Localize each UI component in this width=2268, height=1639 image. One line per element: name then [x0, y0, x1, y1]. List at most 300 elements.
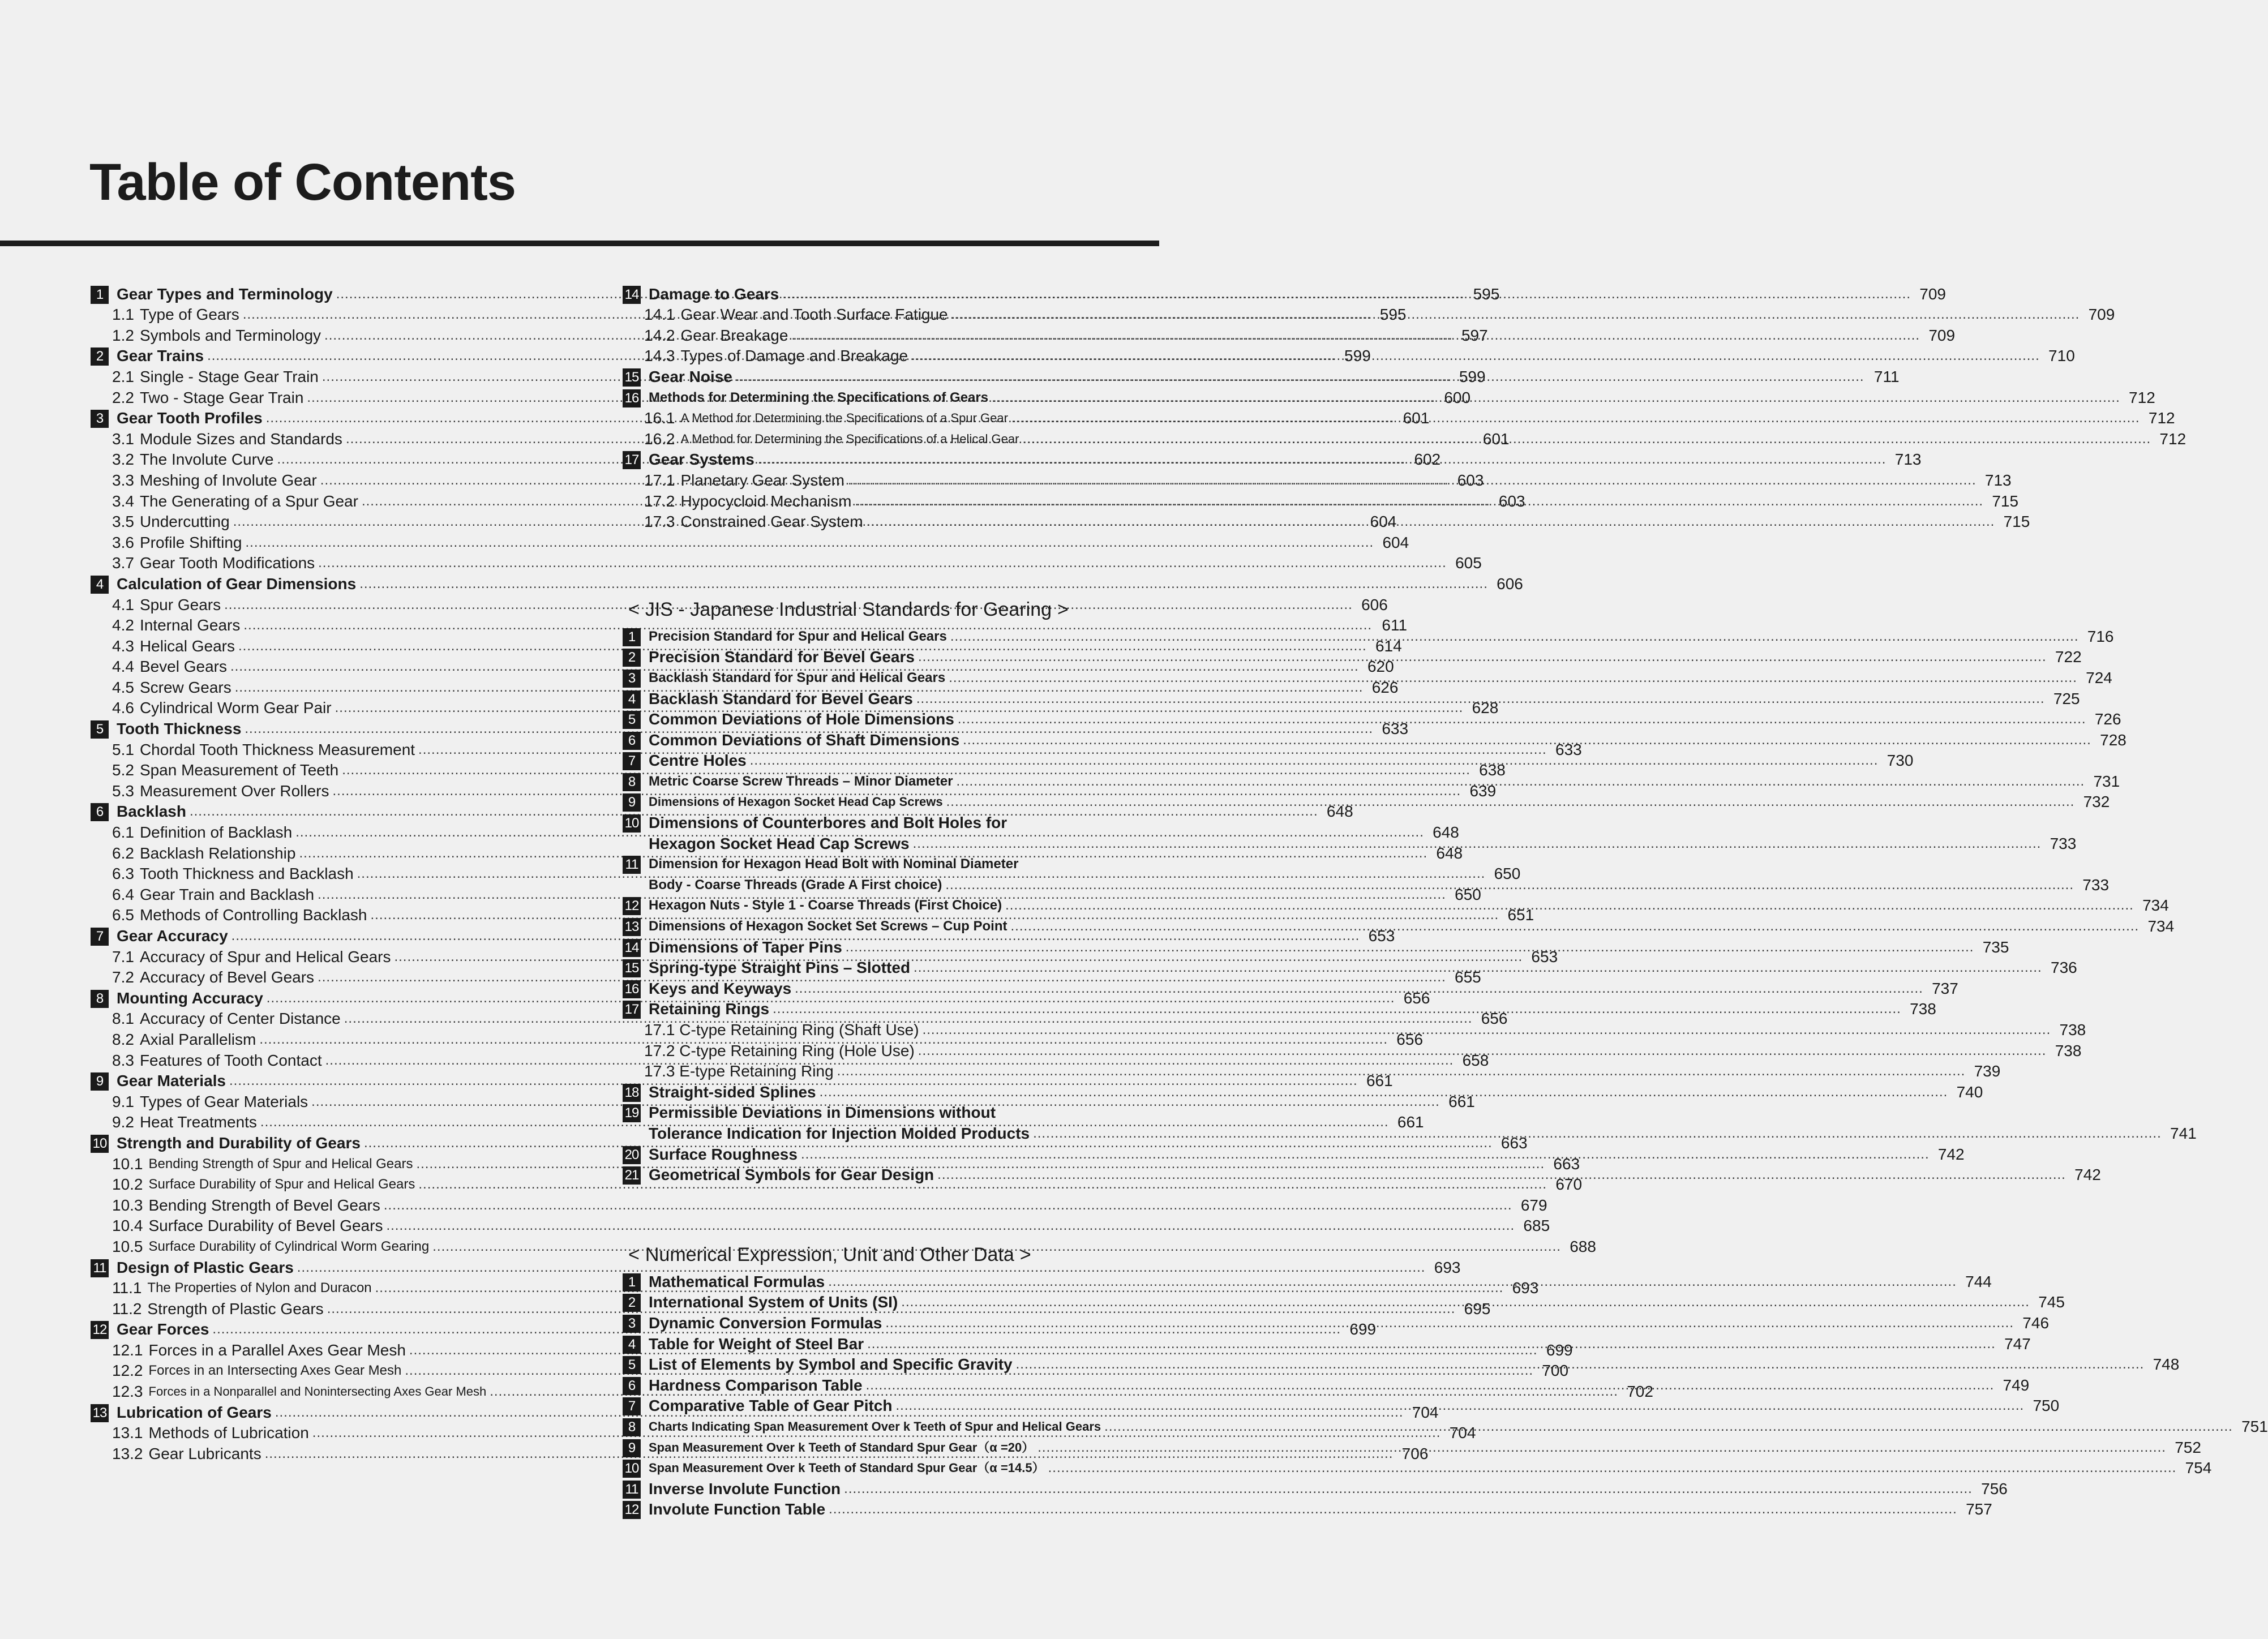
page-number: 713	[1984, 471, 2012, 489]
entry-title: Gear Accuracy	[117, 927, 228, 945]
section-number: 10.2	[112, 1175, 143, 1194]
dot-leader	[950, 627, 2079, 646]
page-number: 611	[1382, 616, 1408, 634]
entry-title: 17.2 C-type Retaining Ring (Hole Use)	[644, 1041, 915, 1059]
page-number: 651	[1507, 906, 1534, 924]
section-number: 1.2	[112, 326, 134, 344]
dot-leader	[1010, 917, 2139, 936]
section-number: 3.3	[112, 471, 134, 489]
entry-title: Backlash	[117, 803, 186, 821]
dot-leader	[1048, 1458, 2177, 1478]
page-number: 661	[1366, 1072, 1393, 1090]
entry-title: Centre Holes	[649, 752, 747, 770]
page-number: 693	[1434, 1258, 1461, 1276]
chapter-number-badge: 11	[623, 1481, 641, 1499]
entry-title: Types of Damage and Breakage	[680, 347, 908, 365]
entry-title: Dynamic Conversion Formulas	[649, 1314, 882, 1332]
toc-entry[interactable]	[91, 552, 1482, 573]
dot-leader	[820, 1083, 1948, 1102]
entry-title: Accuracy of Spur and Helical Gears	[139, 947, 391, 966]
section-number: 4.2	[112, 616, 134, 634]
dot-leader	[957, 772, 2085, 791]
page-number: 679	[1520, 1196, 1547, 1214]
chapter-number-badge: 2	[623, 649, 641, 667]
chapter-number-badge: 12	[91, 1321, 109, 1339]
page-number: 663	[1500, 1134, 1528, 1152]
entry-title: The Involute Curve	[139, 450, 274, 469]
entry-title: Gear Tooth Profiles	[117, 409, 263, 427]
page-number: 742	[2074, 1166, 2101, 1184]
page-number: 710	[2048, 347, 2075, 365]
dot-leader	[773, 999, 1901, 1019]
dot-leader	[867, 512, 1995, 531]
section-number: 3.4	[112, 492, 134, 510]
title-rule	[0, 241, 1159, 246]
page-number: 715	[1992, 492, 2019, 510]
page-number: 633	[1382, 720, 1409, 738]
section-number: 14.2	[644, 326, 675, 344]
entry-title: Gear Tooth Modifications	[139, 554, 315, 572]
entry-title: Strength and Durability of Gears	[117, 1134, 361, 1152]
dot-leader	[855, 492, 1983, 511]
numerical-heading-text: Numerical Expression, Unit and Other Data	[645, 1243, 1014, 1265]
entry-title: Measurement Over Rollers	[139, 782, 329, 800]
entry-title: Inverse Involute Function	[649, 1479, 841, 1498]
toc-entry[interactable]	[623, 1478, 2008, 1499]
entry-title: Backlash Standard for Bevel Gears	[649, 689, 913, 707]
entry-title: Hardness Comparison Table	[649, 1376, 863, 1394]
entry-title: Accuracy of Center Distance	[139, 1010, 341, 1028]
dot-leader	[1011, 409, 2140, 428]
entry-title: Comparative Table of Gear Pitch	[649, 1397, 893, 1415]
section-number: 3.6	[112, 533, 134, 551]
page-number: 704	[1412, 1403, 1439, 1421]
numerical-heading	[623, 1239, 1099, 1271]
dot-leader	[951, 305, 2080, 324]
section-number: 10.5	[112, 1237, 143, 1255]
page-number: 738	[1910, 1000, 1936, 1018]
chapter-number-badge: 15	[623, 368, 641, 387]
chapter-number-badge: 9	[623, 793, 641, 812]
dot-leader	[1022, 430, 2151, 449]
entry-title: International System of Units (SI)	[649, 1293, 898, 1311]
entry-title: Tolerance Indication for Injection Molded Products	[649, 1124, 1030, 1142]
entry-title: Damage to Gears	[649, 285, 779, 303]
chapter-number-badge: 12	[623, 897, 641, 915]
chapter-number-badge: 18	[623, 1084, 641, 1102]
jis-heading-close: >	[1057, 598, 1069, 620]
entry-title: Metric Coarse Screw Threads – Minor Diameter	[649, 773, 953, 789]
entry-title: Gear Trains	[117, 347, 204, 365]
entry-title: Features of Tooth Contact	[139, 1051, 322, 1069]
page-number: 754	[2185, 1459, 2212, 1477]
entry-title: A Method for Determining the Specifications of a Helical Gear	[680, 431, 1019, 446]
chapter-number-badge: 15	[623, 959, 641, 977]
toc-entry[interactable]	[623, 1102, 1099, 1123]
chapter-number-badge: 5	[91, 720, 109, 739]
page-number: 713	[1894, 450, 1922, 469]
chapter-number-badge: 9	[91, 1072, 109, 1091]
dot-leader	[844, 1479, 1973, 1499]
page-number: 656	[1403, 989, 1430, 1007]
dot-leader	[867, 1335, 1996, 1354]
toc-entry[interactable]	[91, 1256, 1461, 1277]
entry-title: Table for Weight of Steel Bar	[649, 1335, 864, 1353]
page-number: 597	[1461, 326, 1488, 344]
page-number: 734	[2142, 896, 2169, 915]
page-number: 738	[2059, 1021, 2086, 1039]
entry-title: Retaining Rings	[649, 1000, 770, 1018]
entry-title: Methods for Determining the Specifications of Gears	[649, 389, 989, 405]
page-number: 724	[2086, 668, 2112, 687]
entry-title: Dimensions of Hexagon Socket Head Cap Screws	[649, 795, 943, 809]
chapter-number-badge: 11	[623, 856, 641, 874]
page-number: 604	[1382, 533, 1409, 551]
page-number: 747	[2004, 1335, 2031, 1353]
page-number: 750	[2033, 1397, 2060, 1415]
entry-title: Bending Strength of Spur and Helical Gears	[148, 1156, 413, 1172]
entry-title: Tooth Thickness	[117, 720, 242, 738]
chapter-number-badge: 17	[623, 451, 641, 469]
section-number: 10.3	[112, 1196, 143, 1214]
toc-entry[interactable]	[623, 1457, 2212, 1478]
chapter-number-badge: 3	[91, 410, 109, 428]
page-number: 711	[1873, 367, 1900, 385]
page-number: 600	[1444, 388, 1471, 406]
entry-title: List of Elements by Symbol and Specific Gravity	[649, 1355, 1013, 1374]
page-number: 704	[1449, 1424, 1476, 1442]
dot-leader	[914, 958, 2042, 977]
chapter-number-badge: 2	[91, 347, 109, 366]
entry-title: Surface Durability of Bevel Gears	[148, 1217, 383, 1235]
page-number: 739	[1974, 1062, 2001, 1080]
entry-title: Gear Lubricants	[148, 1444, 261, 1462]
entry-title: Backlash Relationship	[139, 844, 296, 862]
page-number: 730	[1887, 752, 1914, 770]
dot-leader	[1033, 1124, 2162, 1143]
section-number: 17.1	[644, 471, 675, 489]
dot-leader	[918, 647, 2047, 667]
chapter-number-badge: 3	[623, 670, 641, 688]
page-number: 709	[1919, 285, 1946, 303]
page-number: 722	[2055, 648, 2082, 666]
page-number: 734	[2147, 917, 2175, 936]
section-number: 3.1	[112, 430, 134, 448]
page-number: 702	[1627, 1383, 1653, 1401]
entry-title: Charts Indicating Span Measurement Over k Teeth of Spur and Helical Gears	[649, 1419, 1101, 1434]
page-number: 614	[1375, 637, 1402, 655]
entry-title: Geometrical Symbols for Gear Design	[649, 1166, 934, 1184]
section-number: 3.2	[112, 450, 134, 469]
page-number: 746	[2022, 1314, 2050, 1332]
page-number: 712	[2129, 388, 2155, 406]
toc-entry[interactable]	[91, 531, 1409, 552]
section-number: 12.2	[112, 1362, 143, 1380]
section-number: 3.5	[112, 513, 134, 531]
dot-leader	[945, 876, 2074, 895]
dot-leader	[918, 1041, 2047, 1061]
page-number: 648	[1436, 844, 1463, 862]
page-number: 639	[1469, 782, 1497, 800]
page-number: 699	[1349, 1320, 1377, 1338]
jis-heading-open: <	[628, 598, 640, 620]
chapter-number-badge: 4	[623, 690, 641, 709]
page-number: 715	[2003, 513, 2030, 531]
entry-title: Axial Parallelism	[139, 1030, 256, 1048]
entry-title: Hexagon Nuts - Style 1 - Coarse Threads (First Choice)	[649, 898, 1002, 913]
page-number: 738	[2055, 1041, 2082, 1059]
section-number: 17.3	[644, 513, 675, 531]
chapter-number-badge: 1	[623, 628, 641, 646]
entry-title: Gear Breakage	[680, 326, 788, 344]
entry-title: Planetary Gear System	[680, 471, 844, 489]
dot-leader	[795, 979, 1923, 998]
page-number: 737	[1932, 979, 1958, 997]
entry-title: 17.3 E-type Retaining Ring	[644, 1062, 834, 1080]
chapter-number-badge: 9	[623, 1439, 641, 1457]
section-number: 6.1	[112, 823, 134, 842]
section-number: 10.1	[112, 1155, 143, 1173]
chapter-number-badge: 6	[91, 803, 109, 821]
entry-title: Type of Gears	[139, 306, 239, 324]
page-number: 700	[1542, 1362, 1569, 1380]
page-number: 603	[1498, 492, 1525, 510]
chapter-number-badge: 11	[91, 1259, 109, 1277]
page-number: 648	[1433, 823, 1459, 842]
entry-title: Strength of Plastic Gears	[147, 1299, 324, 1318]
page-number: 620	[1367, 658, 1394, 676]
entry-title: Definition of Backlash	[139, 823, 293, 842]
section-number: 4.6	[112, 699, 134, 717]
entry-title: Design of Plastic Gears	[117, 1258, 294, 1276]
toc-entry[interactable]	[91, 1194, 1547, 1215]
chapter-number-badge: 20	[623, 1146, 641, 1164]
chapter-number-badge: 8	[91, 990, 109, 1008]
section-number: 11.1	[112, 1279, 142, 1297]
entry-title: Single - Stage Gear Train	[139, 367, 319, 385]
entry-title: Mathematical Formulas	[649, 1272, 825, 1290]
page-number: 688	[1570, 1237, 1596, 1255]
entry-title: Lubrication of Gears	[117, 1403, 272, 1421]
numerical-heading-close: >	[1019, 1243, 1031, 1265]
entry-title: 17.1 C-type Retaining Ring (Shaft Use)	[644, 1021, 919, 1039]
dot-leader	[1016, 1355, 2145, 1374]
dot-leader	[791, 326, 1920, 345]
entry-title: Common Deviations of Shaft Dimensions	[649, 731, 960, 749]
chapter-number-badge: 13	[623, 918, 641, 936]
dot-leader	[949, 668, 2077, 688]
section-number: 8.3	[112, 1051, 134, 1069]
entry-title: Gear Types and Terminology	[117, 285, 333, 303]
numerical-heading-open: <	[628, 1243, 640, 1265]
chapter-number-badge: 1	[91, 286, 109, 304]
page-number: 709	[1928, 326, 1956, 344]
dot-leader	[1005, 896, 2134, 915]
page-number: 744	[1965, 1272, 1992, 1290]
section-number: 1.1	[112, 306, 134, 324]
chapter-number-badge: 16	[623, 389, 641, 407]
entry-title: Straight-sided Splines	[649, 1083, 816, 1101]
chapter-number-badge: 13	[91, 1404, 109, 1422]
page-number: 638	[1479, 761, 1506, 779]
section-number: 4.5	[112, 678, 134, 696]
dot-leader	[801, 1145, 1930, 1164]
dot-leader	[829, 1500, 1957, 1519]
dot-leader	[885, 1314, 2014, 1333]
section-number: 6.2	[112, 844, 134, 862]
page-number: 661	[1448, 1092, 1475, 1110]
page-number: 650	[1494, 865, 1521, 883]
entry-title: Methods of Lubrication	[148, 1424, 309, 1442]
toc-entry[interactable]	[91, 573, 1523, 594]
page-number: 745	[2038, 1293, 2065, 1311]
entry-title: Gear Materials	[117, 1072, 226, 1090]
entry-title: Methods of Controlling Backlash	[139, 906, 367, 924]
page-number: 626	[1371, 678, 1399, 696]
dot-leader	[758, 450, 1887, 469]
entry-title: Backlash Standard for Spur and Helical Gears	[649, 670, 946, 685]
chapter-number-badge: 1	[623, 1273, 641, 1292]
page-number: 603	[1457, 471, 1484, 489]
chapter-number-badge: 10	[623, 1460, 641, 1478]
section-gap	[623, 531, 1099, 588]
page-number: 602	[1414, 450, 1441, 469]
page-number: 656	[1481, 1010, 1508, 1028]
page-number: 751	[2241, 1417, 2268, 1435]
page-number: 599	[1344, 347, 1371, 365]
page-number: 749	[2003, 1376, 2030, 1394]
page-number: 670	[1555, 1175, 1583, 1194]
entry-title: Bending Strength of Bevel Gears	[148, 1196, 380, 1214]
section-number: 16.1	[644, 409, 675, 427]
dot-leader	[750, 751, 1879, 770]
page-number: 756	[1981, 1479, 2008, 1498]
page-number: 601	[1482, 430, 1510, 448]
section-number: 6.4	[112, 885, 134, 903]
page-number: 604	[1370, 513, 1397, 531]
page-number: 732	[2083, 793, 2110, 811]
dot-leader	[963, 731, 2091, 750]
page-number: 599	[1459, 367, 1486, 385]
section-number: 7.1	[112, 947, 134, 966]
dot-leader	[736, 367, 1864, 387]
chapter-number-badge: 4	[623, 1336, 641, 1354]
dot-leader	[937, 1165, 2066, 1185]
page-number: 699	[1546, 1341, 1573, 1359]
section-gap	[623, 1185, 1099, 1233]
entry-title: Accuracy of Bevel Gears	[139, 968, 315, 986]
entry-title: Span Measurement Over k Teeth of Standard Spur Gear（α =20）	[649, 1440, 1035, 1454]
section-number: 4.4	[112, 658, 134, 676]
entry-title: Gear Forces	[117, 1320, 209, 1338]
chapter-number-badge: 2	[623, 1294, 641, 1312]
dot-leader	[911, 346, 2040, 366]
entry-title: Keys and Keyways	[649, 979, 792, 997]
dot-leader	[848, 471, 1977, 490]
entry-title: The Properties of Nylon and Duracon	[147, 1280, 372, 1296]
chapter-number-badge: 7	[91, 928, 109, 946]
entry-title: Helical Gears	[139, 637, 235, 655]
entry-title: Tooth Thickness and Backlash	[139, 865, 354, 883]
entry-title: Dimension for Hexagon Head Bolt with Nominal Diameter	[649, 856, 1019, 872]
chapter-number-badge: 8	[623, 773, 641, 791]
entry-title: Gear Train and Backlash	[139, 885, 315, 903]
entry-title: Symbols and Terminology	[139, 326, 321, 344]
dot-leader	[846, 938, 1974, 957]
page-number: 633	[1555, 740, 1582, 758]
section-number: 16.2	[644, 430, 675, 448]
page-number: 595	[1473, 285, 1500, 303]
entry-title: Body - Coarse Threads (Grade A First choice)	[649, 877, 942, 893]
page-number: 648	[1326, 803, 1353, 821]
page-number: 726	[2094, 710, 2121, 728]
page-number: 606	[1361, 595, 1388, 613]
entry-title: Involute Function Table	[649, 1500, 826, 1518]
chapter-number-badge: 7	[623, 1397, 641, 1415]
section-number: 8.1	[112, 1010, 134, 1028]
jis-heading-text: JIS - Japanese Industrial Standards for Gearing	[645, 598, 1052, 620]
page-title: Table of Contents	[89, 153, 516, 211]
page-number: 706	[1401, 1444, 1429, 1462]
section-number: 11.2	[112, 1299, 142, 1318]
page-number: 712	[2159, 430, 2186, 448]
page-number: 663	[1553, 1155, 1580, 1173]
chapter-number-badge: 21	[623, 1166, 641, 1185]
toc-entry[interactable]	[623, 1499, 1992, 1520]
chapter-number-badge: 12	[623, 1501, 641, 1519]
page-number: 650	[1455, 885, 1481, 903]
section-number: 12.3	[112, 1383, 143, 1401]
page-number: 748	[2153, 1355, 2180, 1374]
entry-title: Meshing of Involute Gear	[139, 471, 317, 489]
entry-title: The Generating of a Spur Gear	[139, 492, 358, 510]
entry-title: Dimensions of Hexagon Socket Set Screws – Cup Point	[649, 919, 1007, 934]
page-number: 606	[1497, 574, 1523, 593]
toc-entry[interactable]	[91, 1215, 1550, 1236]
page-number: 716	[2087, 627, 2114, 645]
section-number: 12.1	[112, 1341, 143, 1359]
chapter-number-badge: 5	[623, 711, 641, 729]
dot-leader	[946, 792, 2075, 812]
dot-leader	[901, 1293, 2030, 1312]
dot-leader	[1037, 1438, 2166, 1457]
section-number: 13.1	[112, 1424, 143, 1442]
page-number: 735	[1982, 938, 2009, 956]
toc-entry[interactable]	[623, 853, 1099, 874]
entry-title: Constrained Gear System	[680, 513, 863, 531]
entry-title: Two - Stage Gear Train	[139, 388, 304, 406]
chapter-number-badge: 5	[623, 1356, 641, 1374]
section-number: 10.4	[112, 1217, 143, 1235]
toc-entry[interactable]	[623, 812, 1099, 833]
chapter-number-badge: 14	[623, 939, 641, 957]
chapter-number-badge: 14	[623, 286, 641, 304]
dot-leader	[837, 1062, 1966, 1081]
section-number: 5.3	[112, 782, 134, 800]
page-number: 733	[2082, 876, 2110, 894]
chapter-number-badge: 8	[623, 1418, 641, 1436]
entry-title: Precision Standard for Spur and Helical Gears	[649, 628, 947, 644]
page-number: 757	[1966, 1500, 1992, 1518]
page-number: 605	[1455, 554, 1482, 572]
chapter-number-badge: 6	[623, 1377, 641, 1395]
page-number: 601	[1403, 409, 1430, 427]
chapter-number-badge: 17	[623, 1001, 641, 1019]
page-number: 740	[1956, 1083, 1983, 1101]
page-number: 655	[1455, 968, 1481, 986]
page-number: 656	[1396, 1030, 1424, 1048]
entry-title: Gear Wear and Tooth Surface Fatigue	[680, 306, 948, 324]
